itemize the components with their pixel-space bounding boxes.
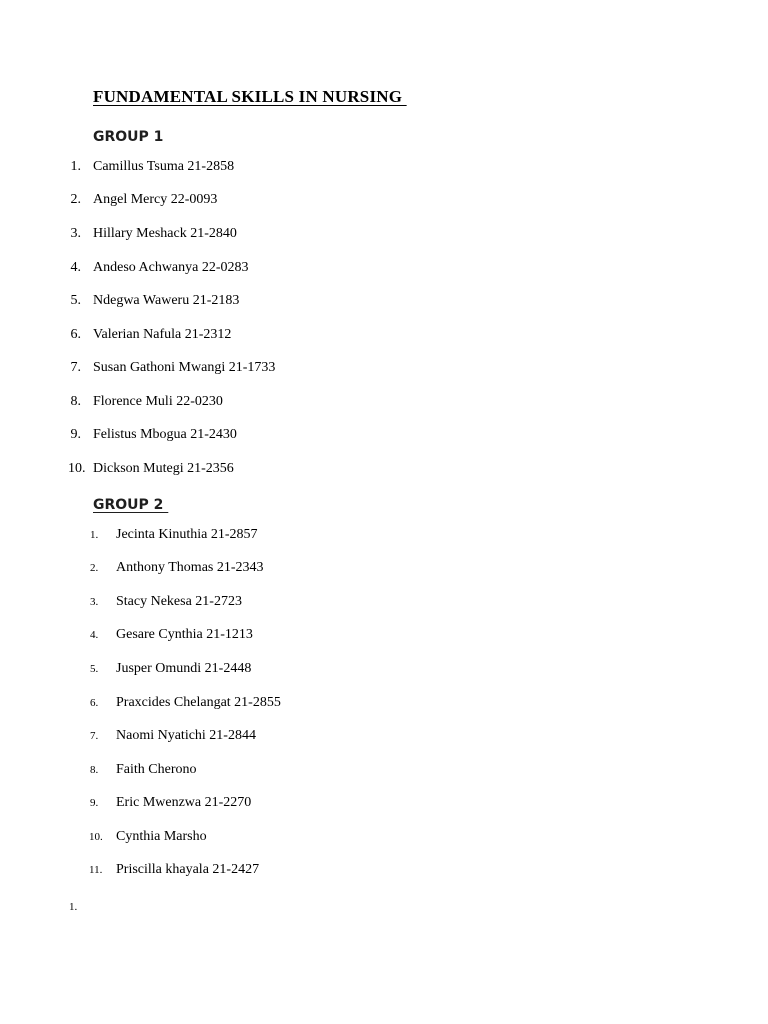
- member-entry: Camillus Tsuma 21-2858: [93, 159, 235, 174]
- list-number: 8.: [70, 394, 81, 409]
- list-number: 11.: [89, 864, 103, 876]
- trailing-list-number: 1.: [69, 901, 78, 913]
- member-entry: Jusper Omundi 21-2448: [116, 661, 252, 676]
- member-entry: Jecinta Kinuthia 21-2857: [116, 527, 258, 542]
- list-number: 1.: [70, 159, 81, 174]
- member-entry: Anthony Thomas 21-2343: [116, 560, 264, 575]
- member-entry: Valerian Nafula 21-2312: [93, 327, 232, 342]
- member-entry: Dickson Mutegi 21-2356: [93, 461, 234, 476]
- list-number: 4.: [90, 629, 99, 641]
- group-1-heading: GROUP 1: [93, 129, 164, 145]
- list-number: 10.: [68, 461, 86, 476]
- list-number: 1.: [90, 529, 99, 541]
- list-number: 3.: [90, 596, 99, 608]
- member-entry: Florence Muli 22-0230: [93, 394, 223, 409]
- member-entry: Eric Mwenzwa 21-2270: [116, 795, 252, 810]
- list-number: 10.: [89, 831, 103, 843]
- member-entry: Felistus Mbogua 21-2430: [93, 427, 237, 442]
- list-number: 9.: [90, 797, 99, 809]
- member-entry: Faith Cherono: [116, 762, 197, 777]
- list-number: 3.: [70, 226, 81, 241]
- member-entry: Priscilla khayala 21-2427: [116, 862, 260, 877]
- list-number: 9.: [70, 427, 81, 442]
- member-entry: Gesare Cynthia 21-1213: [116, 627, 253, 642]
- member-entry: Cynthia Marsho: [116, 829, 207, 844]
- list-number: 2.: [90, 562, 99, 574]
- member-entry: Susan Gathoni Mwangi 21-1733: [93, 360, 276, 375]
- document-title: FUNDAMENTAL SKILLS IN NURSING: [93, 87, 407, 106]
- list-number: 6.: [90, 697, 99, 709]
- member-entry: Ndegwa Waweru 21-2183: [93, 293, 240, 308]
- list-number: 7.: [90, 730, 99, 742]
- member-entry: Naomi Nyatichi 21-2844: [116, 728, 256, 743]
- member-entry: Praxcides Chelangat 21-2855: [116, 695, 281, 710]
- member-entry: Angel Mercy 22-0093: [93, 192, 218, 207]
- list-number: 4.: [70, 260, 81, 275]
- member-entry: Stacy Nekesa 21-2723: [116, 594, 242, 609]
- list-number: 5.: [90, 663, 99, 675]
- list-number: 7.: [70, 360, 81, 375]
- list-number: 6.: [70, 327, 81, 342]
- list-number: 5.: [70, 293, 81, 308]
- list-number: 2.: [70, 192, 81, 207]
- member-entry: Andeso Achwanya 22-0283: [93, 260, 249, 275]
- member-entry: Hillary Meshack 21-2840: [93, 226, 237, 241]
- list-number: 8.: [90, 764, 99, 776]
- group-2-heading: GROUP 2: [93, 497, 169, 513]
